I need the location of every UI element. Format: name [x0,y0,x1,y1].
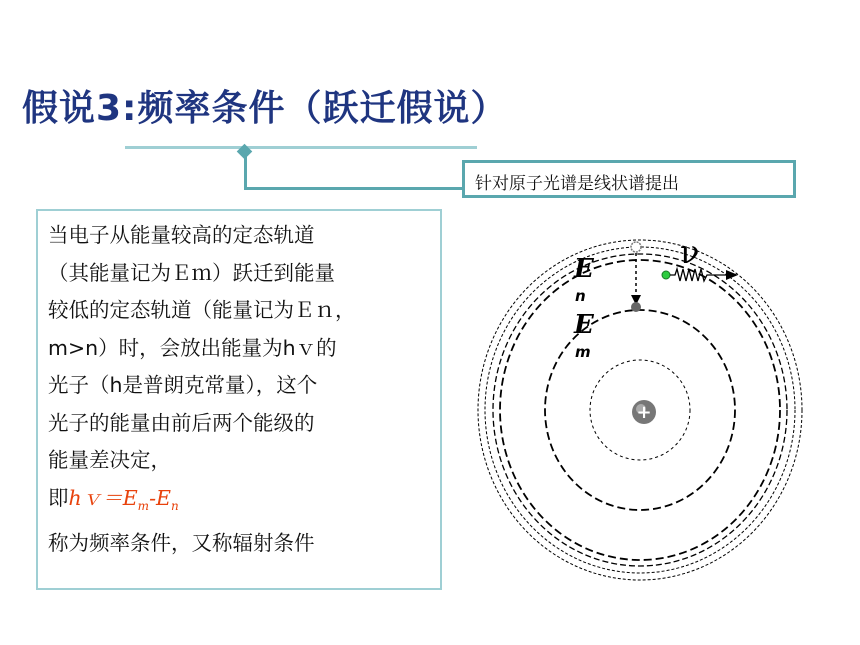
explanation-box [36,209,442,590]
photon-arrowhead [726,270,738,280]
label-en: E [574,254,594,284]
body-line: 光子的能量由前后两个能级的 [48,410,315,435]
electron-start [631,242,641,252]
body-line: 较低的定态轨道（能量记为Ｅｎ， [48,298,356,322]
title-underline [125,146,477,149]
nucleus-plus: + [636,402,652,423]
label-em: E [574,310,594,340]
body-line: 光子（h是普朗克常量），这个 [48,373,318,397]
slide-title: 假说3:频率条件（跃迁假说） [22,88,508,129]
formula-line [48,480,440,526]
note-text: 针对原子光谱是线状谱提出 [475,174,679,194]
body-line: 当电子从能量较高的定态轨道 [48,223,315,247]
bohr-atom-diagram [470,225,830,605]
note-callout [462,160,796,198]
frequency-formula: $hv=E_m-E_n$ [68,485,179,513]
nu-symbol: ν [680,233,700,271]
body-line: m>n）时，会放出能量为hｖ的 [48,335,337,360]
label-em-sub: m [575,343,591,361]
photon-emitter-icon [662,271,670,279]
formula-prefix: 即 [48,485,69,510]
body-line: （其能量记为Ｅｍ）跃迁到能量 [48,260,335,285]
connector-line-horizontal [244,187,464,190]
body-line-last: 称为频率条件，又称辐射条件 [48,531,315,556]
label-en-sub: n [575,287,586,305]
electron-end [631,302,641,312]
connector-line-vertical [244,152,247,190]
body-line: 能量差决定， [48,448,171,472]
